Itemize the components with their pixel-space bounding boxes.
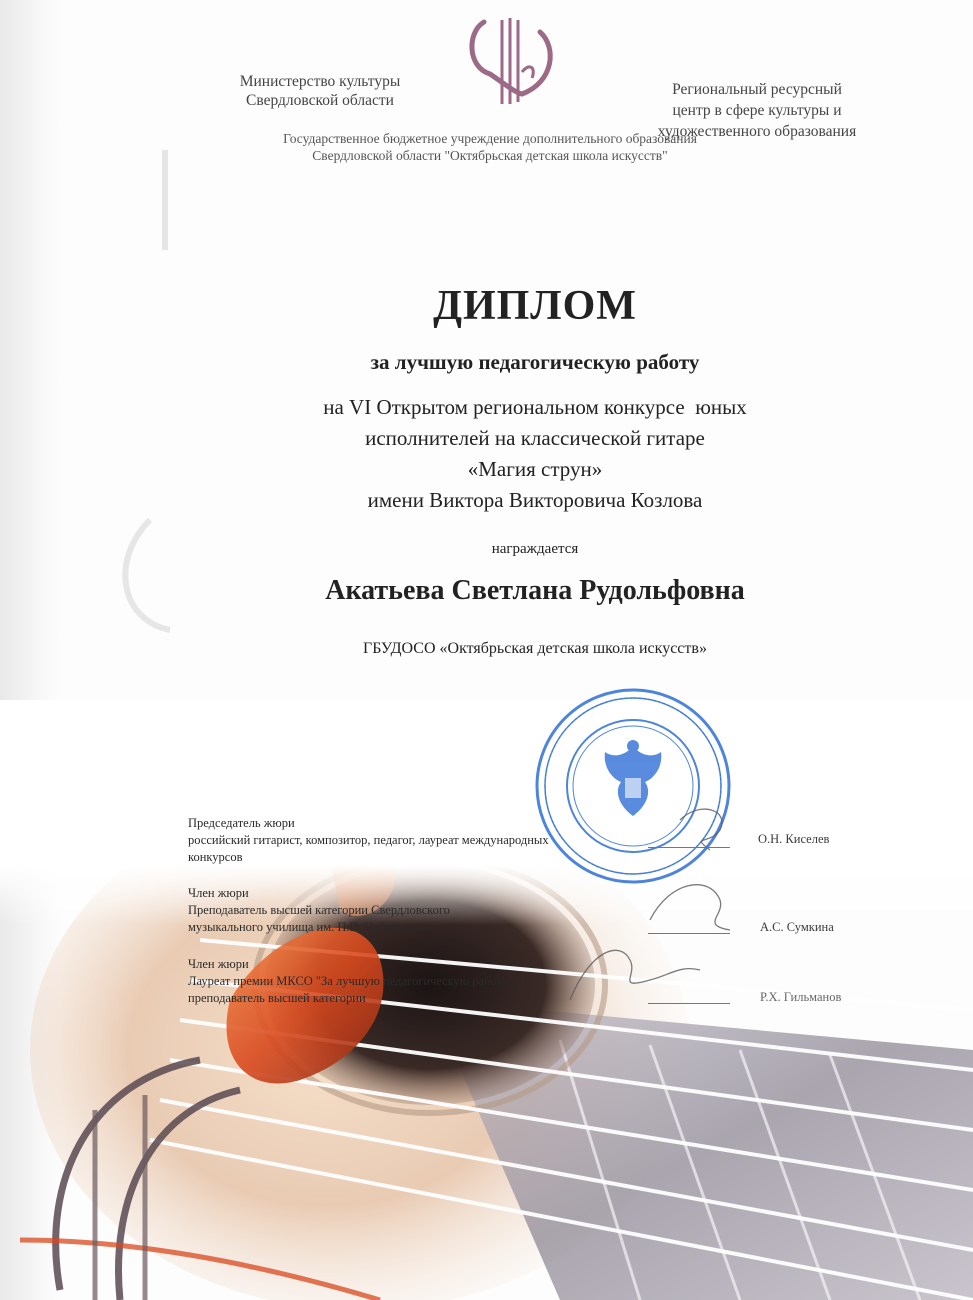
recipient-name: Акатьева Светлана Рудольфовна [325,575,745,606]
jury-member-2 [188,885,618,936]
school-line-1: Государственное бюджетное учреждение дополнительного образования [283,131,697,146]
contest-description [0,392,973,516]
jury-description: конкурсов [188,850,243,864]
ministry-line-1: Министерство культуры [239,73,401,90]
resource-center-line-3: художественного образования [657,123,857,140]
awarded-label: награждается [491,541,579,557]
jury-name: Р.Х. Гильманов [760,990,842,1004]
jury-description: преподаватель высшей категории [188,991,366,1005]
lyre-logo-icon [462,12,562,112]
jury-role: Член жюри [188,886,249,900]
signature-line [648,933,730,934]
jury-description: Лауреат премии МКСО "За лучшую педагогическую работу", [188,974,517,988]
jury-name: О.Н. Киселев [758,832,830,846]
recipient-organization: ГБУДОСО «Октябрьская детская школа искусств» [363,640,707,657]
jury-role: Член жюри [188,957,249,971]
jury-name: А.С. Сумкина [760,920,834,934]
contest-line-2: исполнителей на классической гитаре [365,426,705,450]
resource-center-line-2: центр в сфере культуры и [672,102,842,119]
jury-description: музыкального училища им. П.И. Чайковского [188,920,432,934]
ministry-line-2: Свердловской области [246,92,394,109]
signature-line [648,1003,730,1004]
contest-line-1: на VI Открытом региональном конкурсе юных [323,395,747,419]
jury-description: Преподаватель высшей категории Свердловского [188,903,450,917]
school-header [200,130,780,164]
signature-line [648,847,730,848]
school-line-2: Свердловской области "Октябрьская детская школа искусств" [312,148,668,163]
diploma-subtitle: за лучшую педагогическую работу [370,350,700,374]
contest-line-3: «Магия струн» [467,457,603,481]
contest-line-4: имени Виктора Викторовича Козлова [367,488,703,512]
jury-member-3 [188,956,618,1007]
jury-description: российский гитарист, композитор, педагог, лауреат международных [188,833,549,847]
jury-role: Председатель жюри [188,816,295,830]
diploma-title: ДИПЛОМ [433,283,637,329]
ministry-header [205,72,435,110]
jury-member-1 [188,815,618,866]
resource-center-line-1: Региональный ресурсный [672,81,842,98]
